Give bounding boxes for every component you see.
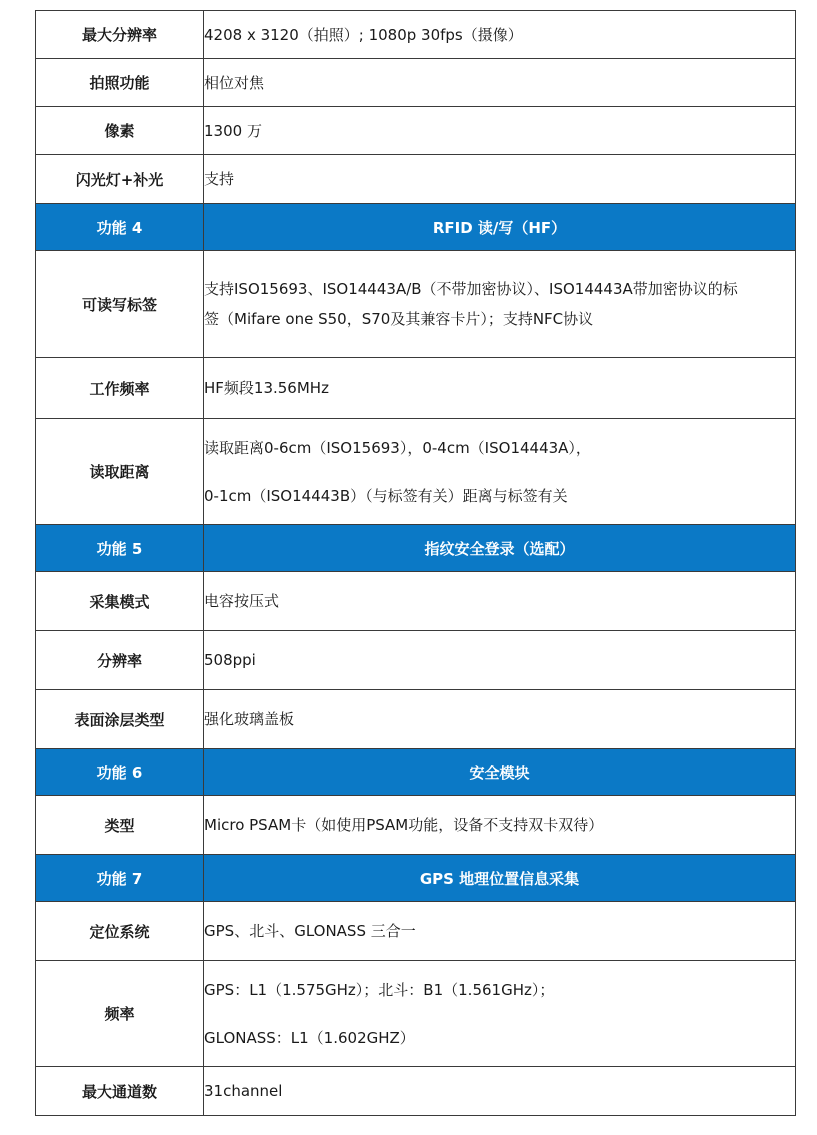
spec-value-line: 签（Mifare one S50，S70及其兼容卡片）；支持NFC协议 xyxy=(204,310,594,328)
section-title: RFID 读/写（HF） xyxy=(204,204,796,251)
spec-value-line: 支持 xyxy=(204,170,235,188)
spec-row xyxy=(36,155,796,204)
spec-label: 表面涂层类型 xyxy=(36,690,204,749)
spec-label: 最大通道数 xyxy=(36,1067,204,1116)
spec-value-line: 31channel xyxy=(204,1082,283,1100)
spec-row xyxy=(36,358,796,419)
spec-table xyxy=(35,10,796,1116)
spec-value xyxy=(204,1067,796,1116)
spec-row xyxy=(36,11,796,59)
section-label: 功能 7 xyxy=(36,855,204,902)
spec-value-line: GPS、北斗、GLONASS 三合一 xyxy=(204,922,416,940)
spec-label: 类型 xyxy=(36,796,204,855)
spec-label: 分辨率 xyxy=(36,631,204,690)
spec-label: 读取距离 xyxy=(36,419,204,525)
spec-value-line: GPS：L1（1.575GHz）；北斗：B1（1.561GHz）； xyxy=(204,980,555,999)
spec-value xyxy=(204,572,796,631)
spec-label: 最大分辨率 xyxy=(36,11,204,59)
spec-value xyxy=(204,796,796,855)
section-title: 指纹安全登录（选配） xyxy=(204,525,796,572)
spec-row xyxy=(36,419,796,525)
spec-row xyxy=(36,796,796,855)
spec-value-line: 强化玻璃盖板 xyxy=(204,710,295,728)
spec-label: 采集模式 xyxy=(36,572,204,631)
spec-label: 频率 xyxy=(36,961,204,1067)
spec-row xyxy=(36,572,796,631)
spec-value xyxy=(204,11,796,59)
section-header-row xyxy=(36,855,796,902)
spec-table-body xyxy=(36,11,796,1116)
spec-row xyxy=(36,251,796,358)
spec-value-line: 508ppi xyxy=(204,651,256,669)
spec-value xyxy=(204,155,796,204)
spec-row xyxy=(36,59,796,107)
spec-value-line: 电容按压式 xyxy=(204,592,280,610)
spec-value xyxy=(204,251,796,358)
spec-row xyxy=(36,1067,796,1116)
spec-value-line: 支持ISO15693、ISO14443A/B（不带加密协议）、ISO14443A带加密协议的标 xyxy=(204,280,738,298)
section-title: GPS 地理位置信息采集 xyxy=(204,855,796,902)
spec-value-line: 读取距离0-6cm（ISO15693），0-4cm（ISO14443A）， xyxy=(204,438,591,457)
spec-label: 像素 xyxy=(36,107,204,155)
spec-row xyxy=(36,690,796,749)
section-header-row xyxy=(36,525,796,572)
spec-value xyxy=(204,59,796,107)
spec-value-line: 4208 x 3120（拍照）; 1080p 30fps（摄像） xyxy=(204,25,523,44)
spec-row xyxy=(36,961,796,1067)
spec-value xyxy=(204,358,796,419)
spec-label: 闪光灯+补光 xyxy=(36,155,204,204)
section-label: 功能 6 xyxy=(36,749,204,796)
spec-value xyxy=(204,107,796,155)
spec-value xyxy=(204,961,796,1067)
spec-value-line: GLONASS：L1（1.602GHZ） xyxy=(204,1028,415,1047)
spec-label: 可读写标签 xyxy=(36,251,204,358)
spec-value-line: 0-1cm（ISO14443B）（与标签有关）距离与标签有关 xyxy=(204,486,568,505)
spec-value-line: 1300 万 xyxy=(204,121,262,140)
spec-value xyxy=(204,690,796,749)
spec-value-line: HF频段13.56MHz xyxy=(204,379,329,397)
spec-label: 工作频率 xyxy=(36,358,204,419)
spec-value xyxy=(204,902,796,961)
spec-value xyxy=(204,631,796,690)
spec-row xyxy=(36,902,796,961)
section-title: 安全模块 xyxy=(204,749,796,796)
spec-label: 拍照功能 xyxy=(36,59,204,107)
section-label: 功能 5 xyxy=(36,525,204,572)
spec-row xyxy=(36,107,796,155)
spec-value-line: Micro PSAM卡（如使用PSAM功能，设备不支持双卡双待） xyxy=(204,816,604,834)
spec-label: 定位系统 xyxy=(36,902,204,961)
section-header-row xyxy=(36,204,796,251)
section-label: 功能 4 xyxy=(36,204,204,251)
section-header-row xyxy=(36,749,796,796)
spec-value xyxy=(204,419,796,525)
spec-value-line: 相位对焦 xyxy=(204,73,265,92)
spec-row xyxy=(36,631,796,690)
